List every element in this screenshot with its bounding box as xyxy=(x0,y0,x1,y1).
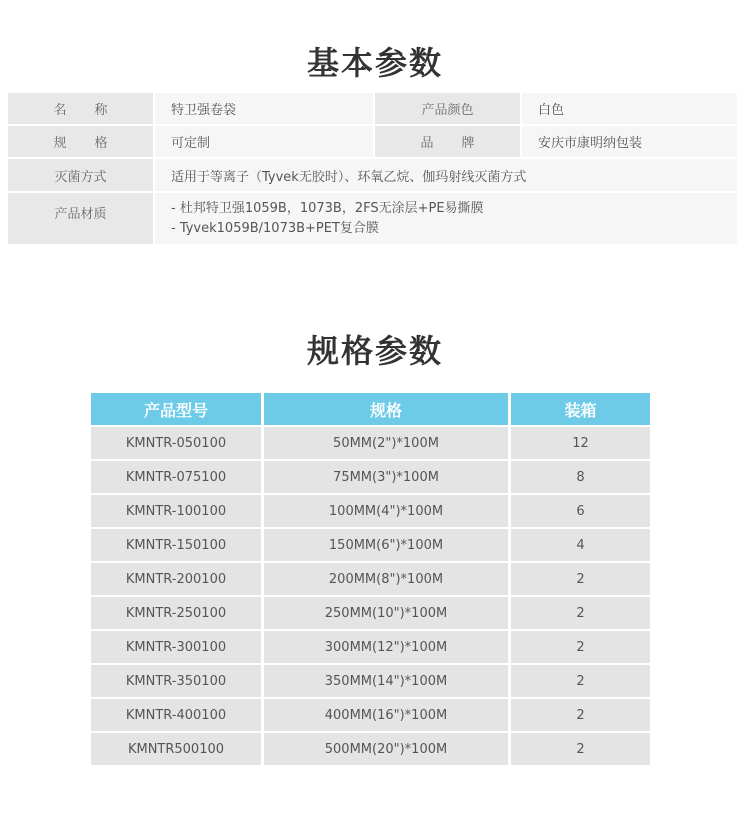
value-material xyxy=(155,193,737,244)
cell-spec: 150MM(6")*100M xyxy=(264,529,508,561)
value-spec: 可定制 xyxy=(155,126,373,157)
label-spec: 规格 xyxy=(8,126,153,157)
cell-packing: 2 xyxy=(511,733,650,765)
table-row xyxy=(91,699,650,731)
label-sterilization: 灭菌方式 xyxy=(8,159,153,191)
cell-model: KMNTR-250100 xyxy=(91,597,261,629)
value-sterilization: 适用于等离子（Tyvek无胶时）、环氧乙烷、伽玛射线灭菌方式 xyxy=(155,159,737,191)
spec-table xyxy=(91,393,650,767)
header-packing: 装箱 xyxy=(511,393,650,425)
value-brand: 安庆市康明纳包装 xyxy=(522,126,737,157)
table-row xyxy=(91,665,650,697)
cell-model: KMNTR-200100 xyxy=(91,563,261,595)
cell-spec: 500MM(20")*100M xyxy=(264,733,508,765)
cell-packing: 2 xyxy=(511,597,650,629)
basic-row-sterilization xyxy=(8,159,737,191)
table-row xyxy=(91,597,650,629)
cell-packing: 2 xyxy=(511,699,650,731)
cell-model: KMNTR-075100 xyxy=(91,461,261,493)
spec-header-row xyxy=(91,393,650,425)
cell-packing: 6 xyxy=(511,495,650,527)
label-material: 产品材质 xyxy=(8,193,153,244)
cell-spec: 400MM(16")*100M xyxy=(264,699,508,731)
table-row xyxy=(91,427,650,459)
cell-spec: 200MM(8")*100M xyxy=(264,563,508,595)
cell-spec: 250MM(10")*100M xyxy=(264,597,508,629)
cell-packing: 2 xyxy=(511,631,650,663)
table-row xyxy=(91,529,650,561)
material-line-2: - Tyvek1059B/1073B+PET复合膜 xyxy=(171,220,379,236)
basic-params-table xyxy=(8,93,737,246)
value-color: 白色 xyxy=(522,93,737,124)
table-row xyxy=(91,563,650,595)
cell-spec: 50MM(2")*100M xyxy=(264,427,508,459)
basic-row-name xyxy=(8,93,737,124)
cell-packing: 8 xyxy=(511,461,650,493)
basic-row-spec xyxy=(8,126,737,157)
cell-model: KMNTR-400100 xyxy=(91,699,261,731)
header-spec: 规格 xyxy=(264,393,508,425)
table-row xyxy=(91,495,650,527)
cell-model: KMNTR500100 xyxy=(91,733,261,765)
spec-params-title: 规格参数 xyxy=(306,332,443,370)
table-row xyxy=(91,461,650,493)
value-name: 特卫强卷袋 xyxy=(155,93,373,124)
table-row xyxy=(91,631,650,663)
header-model: 产品型号 xyxy=(91,393,261,425)
cell-model: KMNTR-350100 xyxy=(91,665,261,697)
cell-spec: 75MM(3")*100M xyxy=(264,461,508,493)
material-line-1: - 杜邦特卫强1059B，1073B，2FS无涂层+PE易撕膜 xyxy=(171,200,484,216)
cell-spec: 100MM(4")*100M xyxy=(264,495,508,527)
basic-row-material xyxy=(8,193,737,244)
cell-spec: 300MM(12")*100M xyxy=(264,631,508,663)
basic-params-title: 基本参数 xyxy=(306,44,443,82)
cell-model: KMNTR-100100 xyxy=(91,495,261,527)
cell-spec: 350MM(14")*100M xyxy=(264,665,508,697)
label-brand: 品牌 xyxy=(375,126,520,157)
cell-packing: 4 xyxy=(511,529,650,561)
cell-packing: 12 xyxy=(511,427,650,459)
cell-model: KMNTR-050100 xyxy=(91,427,261,459)
table-row xyxy=(91,733,650,765)
cell-packing: 2 xyxy=(511,563,650,595)
label-name: 名称 xyxy=(8,93,153,124)
cell-model: KMNTR-150100 xyxy=(91,529,261,561)
cell-packing: 2 xyxy=(511,665,650,697)
cell-model: KMNTR-300100 xyxy=(91,631,261,663)
label-color: 产品颜色 xyxy=(375,93,520,124)
